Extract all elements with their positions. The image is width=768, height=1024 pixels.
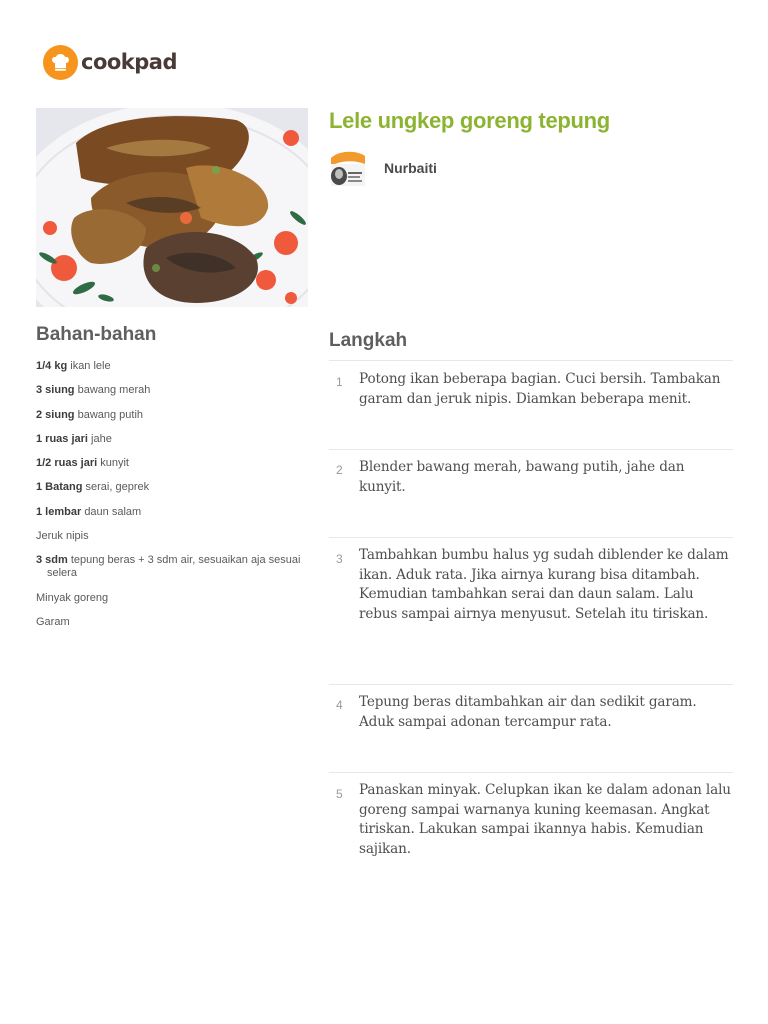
step-text: Panaskan minyak. Celupkan ikan ke dalam adonan lalu goreng sampai warnanya kuning keemasan. Angkat tiriskan. Lakukan sampai ikannya habis. Kemudian sajikan.	[359, 782, 731, 857]
ingredient-item: Garam	[36, 615, 70, 628]
step-item	[329, 449, 733, 495]
recipe-photo	[36, 108, 308, 307]
author-info[interactable]	[329, 150, 437, 186]
step-number: 4	[336, 698, 343, 712]
author-avatar[interactable]	[329, 150, 365, 186]
cookpad-wordmark: cookpad	[81, 50, 178, 74]
step-text: Potong ikan beberapa bagian. Cuci bersih. Tambakan garam dan jeruk nipis. Diamkan beberapa menit.	[359, 371, 721, 407]
ingredient-item: 1 ruas jari jahe	[36, 432, 112, 445]
ingredient-item: 1 lembar daun salam	[36, 505, 142, 518]
ingredient-item: 1/2 ruas jari kunyit	[36, 457, 129, 470]
step-item	[329, 537, 733, 622]
steps-heading: Langkah	[329, 330, 408, 351]
ingredient-item: Minyak goreng	[36, 591, 109, 604]
step-text: Tepung beras ditambahkan air dan sedikit garam. Aduk sampai adonan tercampur rata.	[359, 694, 697, 730]
ingredient-item: 1 Batang serai, geprek	[36, 481, 150, 494]
recipe-title: Lele ungkep goreng tepung	[329, 108, 610, 133]
cookpad-logo[interactable]	[43, 44, 177, 80]
ingredient-item: 3 sdm tepung beras + 3 sdm air, sesuaikan aja sesuai selera	[36, 554, 301, 580]
step-number: 3	[336, 552, 343, 566]
chef-hat-icon	[43, 45, 78, 80]
ingredients-list	[36, 360, 306, 640]
step-text: Tambahkan bumbu halus yg sudah diblender ke dalam ikan. Aduk rata. Jika airnya kurang bisa ditambah. Kemudian tambahkan serai dan daun salam. Lalu rebus sampai airnya menyusut. Setelah itu tiriskan.	[359, 547, 729, 622]
ingredient-item: 2 siung bawang putih	[36, 408, 144, 421]
step-number: 2	[336, 463, 343, 477]
step-item	[329, 360, 733, 407]
step-item	[329, 772, 733, 857]
ingredients-heading: Bahan-bahan	[36, 324, 157, 345]
step-number: 1	[336, 375, 343, 389]
step-item	[329, 684, 733, 730]
step-text: Blender bawang merah, bawang putih, jahe dan kunyit.	[359, 459, 685, 495]
step-number: 5	[336, 787, 343, 801]
ingredient-item: 3 siung bawang merah	[36, 384, 151, 397]
ingredient-item: Jeruk nipis	[36, 530, 89, 543]
author-name[interactable]: Nurbaiti	[384, 160, 437, 176]
ingredient-item: 1/4 kg ikan lele	[36, 360, 111, 372]
